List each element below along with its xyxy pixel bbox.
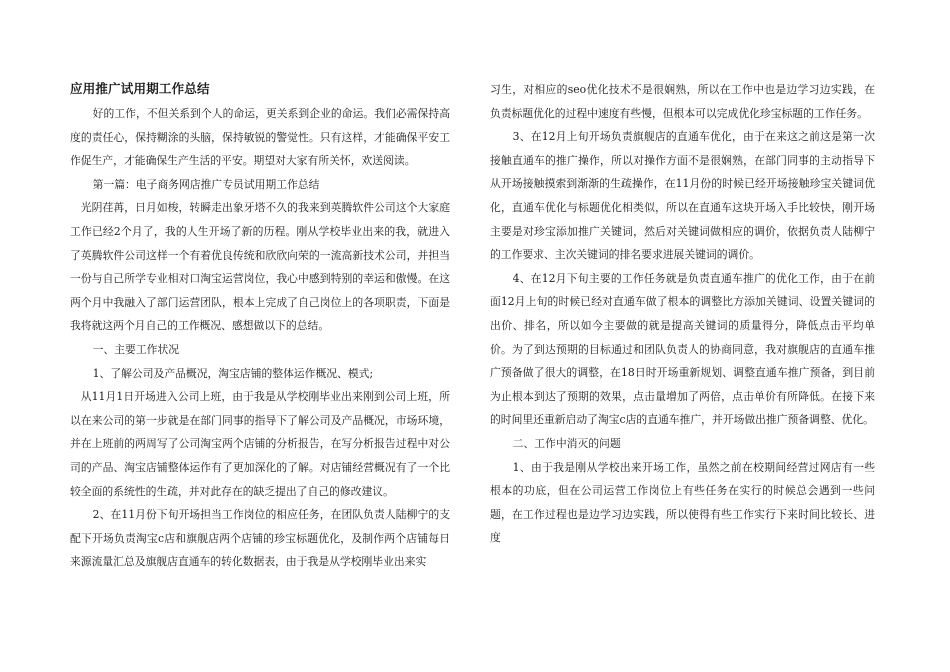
right-column xyxy=(490,0,875,672)
paragraph-item-1: 1、了解公司及产品概况，淘宝店铺的整体运作概况、模式; xyxy=(92,366,374,380)
paragraph-opening: 光阴荏苒，日月如梭，转瞬走出象牙塔不久的我来到英腾软件公司这个大家庭工作已经2个月了，我的人生开场了新的历程。刚从学校毕业出来的我，就进入了英腾软件公司这样一个有着优良传统和欣欣向荣的一流高新技术公司，并担当一份与自己所学专业相对口淘宝运营岗位，我心中感到特别的幸运和傲慢。在这两个月中我融入了部门运营团队，根本上完成了自己岗位上的各项职责，下面是我将就这两个月自己的工作概况、感想做以下的总结。 xyxy=(70,201,450,333)
paragraph-section-heading: 第一篇：电子商务网店推广专员试用期工作总结 xyxy=(92,177,320,191)
paragraph-problem-1: 1、由于我是刚从学校出来开场工作，虽然之前在校期间经营过网店有一些根本的功底，但在公司运营工作岗位上有些任务在实行的时候总会遇到一些问题，在工作过程也是边学习边实践，所以使得有些工作实行下来时间比较长、进度 xyxy=(490,460,875,545)
document-title: 应用推广试用期工作总结 xyxy=(70,81,210,96)
paragraph-intro: 好的工作，不但关系到个人的命运，更关系到企业的命运。我们必需保持高度的责任心，保持糊涂的头脑，保持敏锐的警觉性。只有这样，才能确保平安工作促生产，才能确保生产生活的平安。期望对大家有所关怀，欢送阅读。 xyxy=(70,107,450,168)
paragraph-heading-problems: 二、工作中消灭的问题 xyxy=(512,436,621,450)
paragraph-item-3: 3、在12月上旬开场负责旗舰店的直通车优化，由于在来这之前这是第一次接触直通车的推广操作，所以对操作方面不是很娴熟，在部门同事的主动指导下从开场接触摸索到渐渐的生疏操作，在11月份的时候已经开场接触珍宝关键词优化，直通车优化与标题优化相类似，所以在直通车这块开场入手比较快，刚开场主要是对珍宝添加推广关键词，然后对关键词做相应的调价，依据负责人陆柳宁的工作要求、主次关键词的排名要求进展关键词的调价。 xyxy=(490,130,875,262)
paragraph-item-1-detail: 从11月1日开场进入公司上班，由于我是从学校刚毕业出来刚到公司上班，所以在来公司的第一步就是在部门同事的指导下了解公司及产品概况，市场环境，并在上班前的两周写了公司淘宝两个店铺的分析报告，在写分析报告过程中对公司的产品、淘宝店铺整体运作有了更加深化的了解。对店铺经营概况有了一个比较全面的系统性的生疏，并对此存在的缺乏提出了自己的修改建议。 xyxy=(70,390,450,498)
paragraph-item-2-continued: 习生，对相应的seo优化技术不是很娴熟，所以在工作中也是边学习边实践，在负责标题优化的过程中速度有些慢，但根本可以完成优化珍宝标题的工作任务。 xyxy=(490,83,875,120)
paragraph-item-4: 4、在12月下旬主要的工作任务就是负责直通车推广的优化工作，由于在前面12月上旬的时候已经对直通车做了根本的调整比方添加关键词、设置关键词的出价、排名，所以如今主要做的就是提高关键词的质量得分，降低点击平均单价。为了到达预期的目标通过和团队负责人的协商同意，我对旗舰店的直通车推广预备做了很大的调整，在18日时开场重新规划、调整直通车推广预备，到目前为止根本到达了预期的效果，点击量增加了两倍，点击单价有所降低。在接下来的时间里还重新启动了淘宝c店的直通车推广，并开场做出推广预备调整、优化。 xyxy=(490,271,875,427)
paragraph-item-2: 2、在11月份下旬开场担当工作岗位的相应任务，在团队负责人陆柳宁的支配下开场负责淘宝c店和旗舰店两个店铺的珍宝标题优化，及制作两个店铺每日来源流量汇总及旗舰店直通车的转化数据表，由于我是从学校刚毕业出来实 xyxy=(70,508,450,569)
left-column xyxy=(70,0,450,672)
paragraph-heading-main-work: 一、主要工作状况 xyxy=(92,342,180,356)
left-column-body xyxy=(70,102,450,574)
right-column-body xyxy=(490,78,875,550)
